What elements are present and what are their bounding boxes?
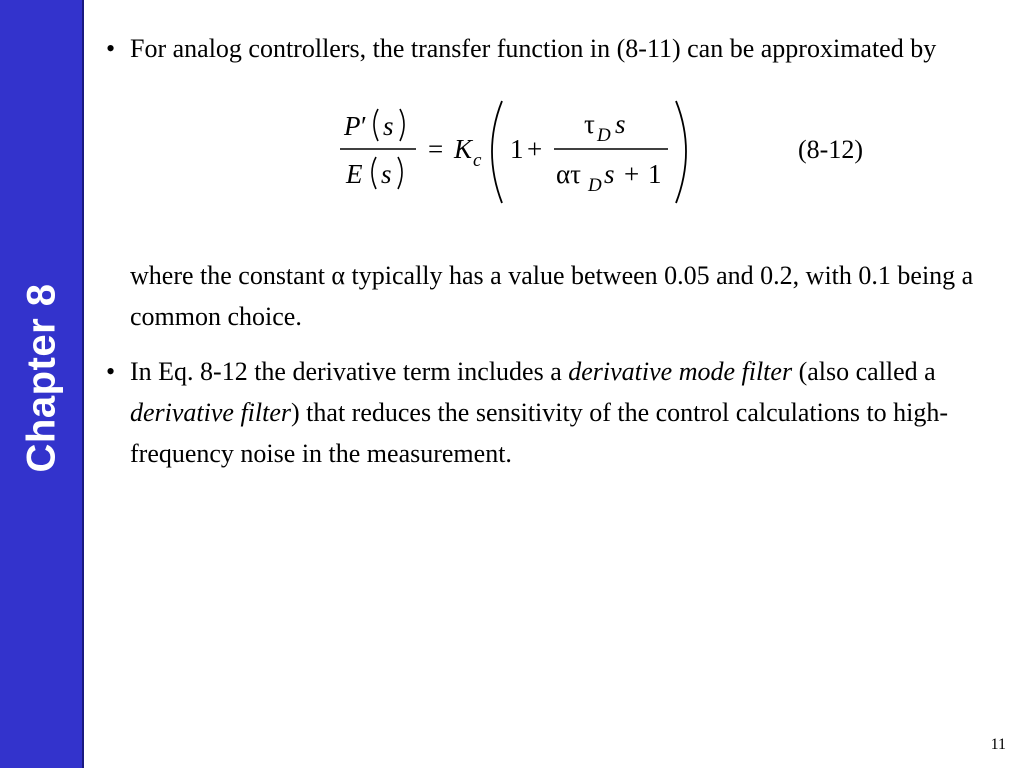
lhs-denominator-s: s — [381, 159, 392, 189]
bullet-text-part2: (also called a — [792, 357, 936, 386]
spacer — [104, 337, 994, 351]
chapter-label: Chapter 8 — [19, 283, 64, 473]
lhs-numerator-p: P — [344, 111, 361, 141]
lhs-numerator-s: s — [383, 111, 394, 141]
big-close-paren — [676, 101, 686, 203]
term-derivative-filter: derivative filter — [130, 398, 292, 427]
inner-denominator-s: s — [604, 159, 615, 189]
inner-numerator-subscript-d: D — [597, 125, 611, 146]
plus-sign: + — [527, 134, 543, 164]
lhs-numerator-open-paren — [374, 109, 378, 141]
lhs-denominator-open-paren — [372, 157, 376, 189]
constant-one: 1 — [510, 134, 524, 164]
bullet-marker: • — [106, 357, 116, 386]
lhs-denominator-close-paren — [398, 157, 402, 189]
constant-alpha-explanation: where the constant α typically has a value between 0.05 and 0.2, with 0.1 being a common choice. — [130, 261, 974, 331]
bullet-item-derivative-filter — [104, 351, 994, 474]
page-number: 11 — [990, 736, 1006, 753]
term-derivative-mode-filter: derivative mode filter — [568, 357, 793, 386]
inner-denominator-alpha-tau: ατ — [556, 159, 581, 189]
slide-content — [104, 28, 994, 474]
lhs-denominator-e: E — [346, 159, 363, 189]
lhs-numerator-prime: ′ — [361, 111, 367, 141]
equation-number: (8-12) — [798, 135, 863, 164]
equals-sign: = — [428, 134, 444, 164]
bullet-marker: • — [106, 34, 116, 63]
inner-denominator-one: 1 — [648, 159, 662, 189]
gain-subscript-c: c — [473, 150, 482, 171]
chapter-sidebar — [0, 0, 84, 768]
bullet-item-analog-controllers — [104, 28, 994, 69]
gain-k: K — [454, 134, 473, 164]
inner-denominator-subscript-d: D — [588, 175, 602, 196]
inner-numerator-s: s — [615, 109, 626, 139]
equation-block — [104, 91, 994, 231]
bullet-text-part1: In Eq. 8-12 the derivative term includes a — [130, 357, 569, 386]
inner-denominator-plus: + — [624, 159, 640, 189]
equation-8-12 — [334, 91, 694, 221]
big-open-paren — [492, 101, 502, 203]
bullet-text-part3: ) that reduces the sensitivity of the control calculations to high-frequency noise in the measurement. — [130, 398, 949, 468]
lhs-numerator-close-paren — [400, 109, 404, 141]
bullet-text: For analog controllers, the transfer function in (8-11) can be approximated by — [130, 34, 937, 63]
inner-numerator-tau: τ — [584, 109, 595, 139]
